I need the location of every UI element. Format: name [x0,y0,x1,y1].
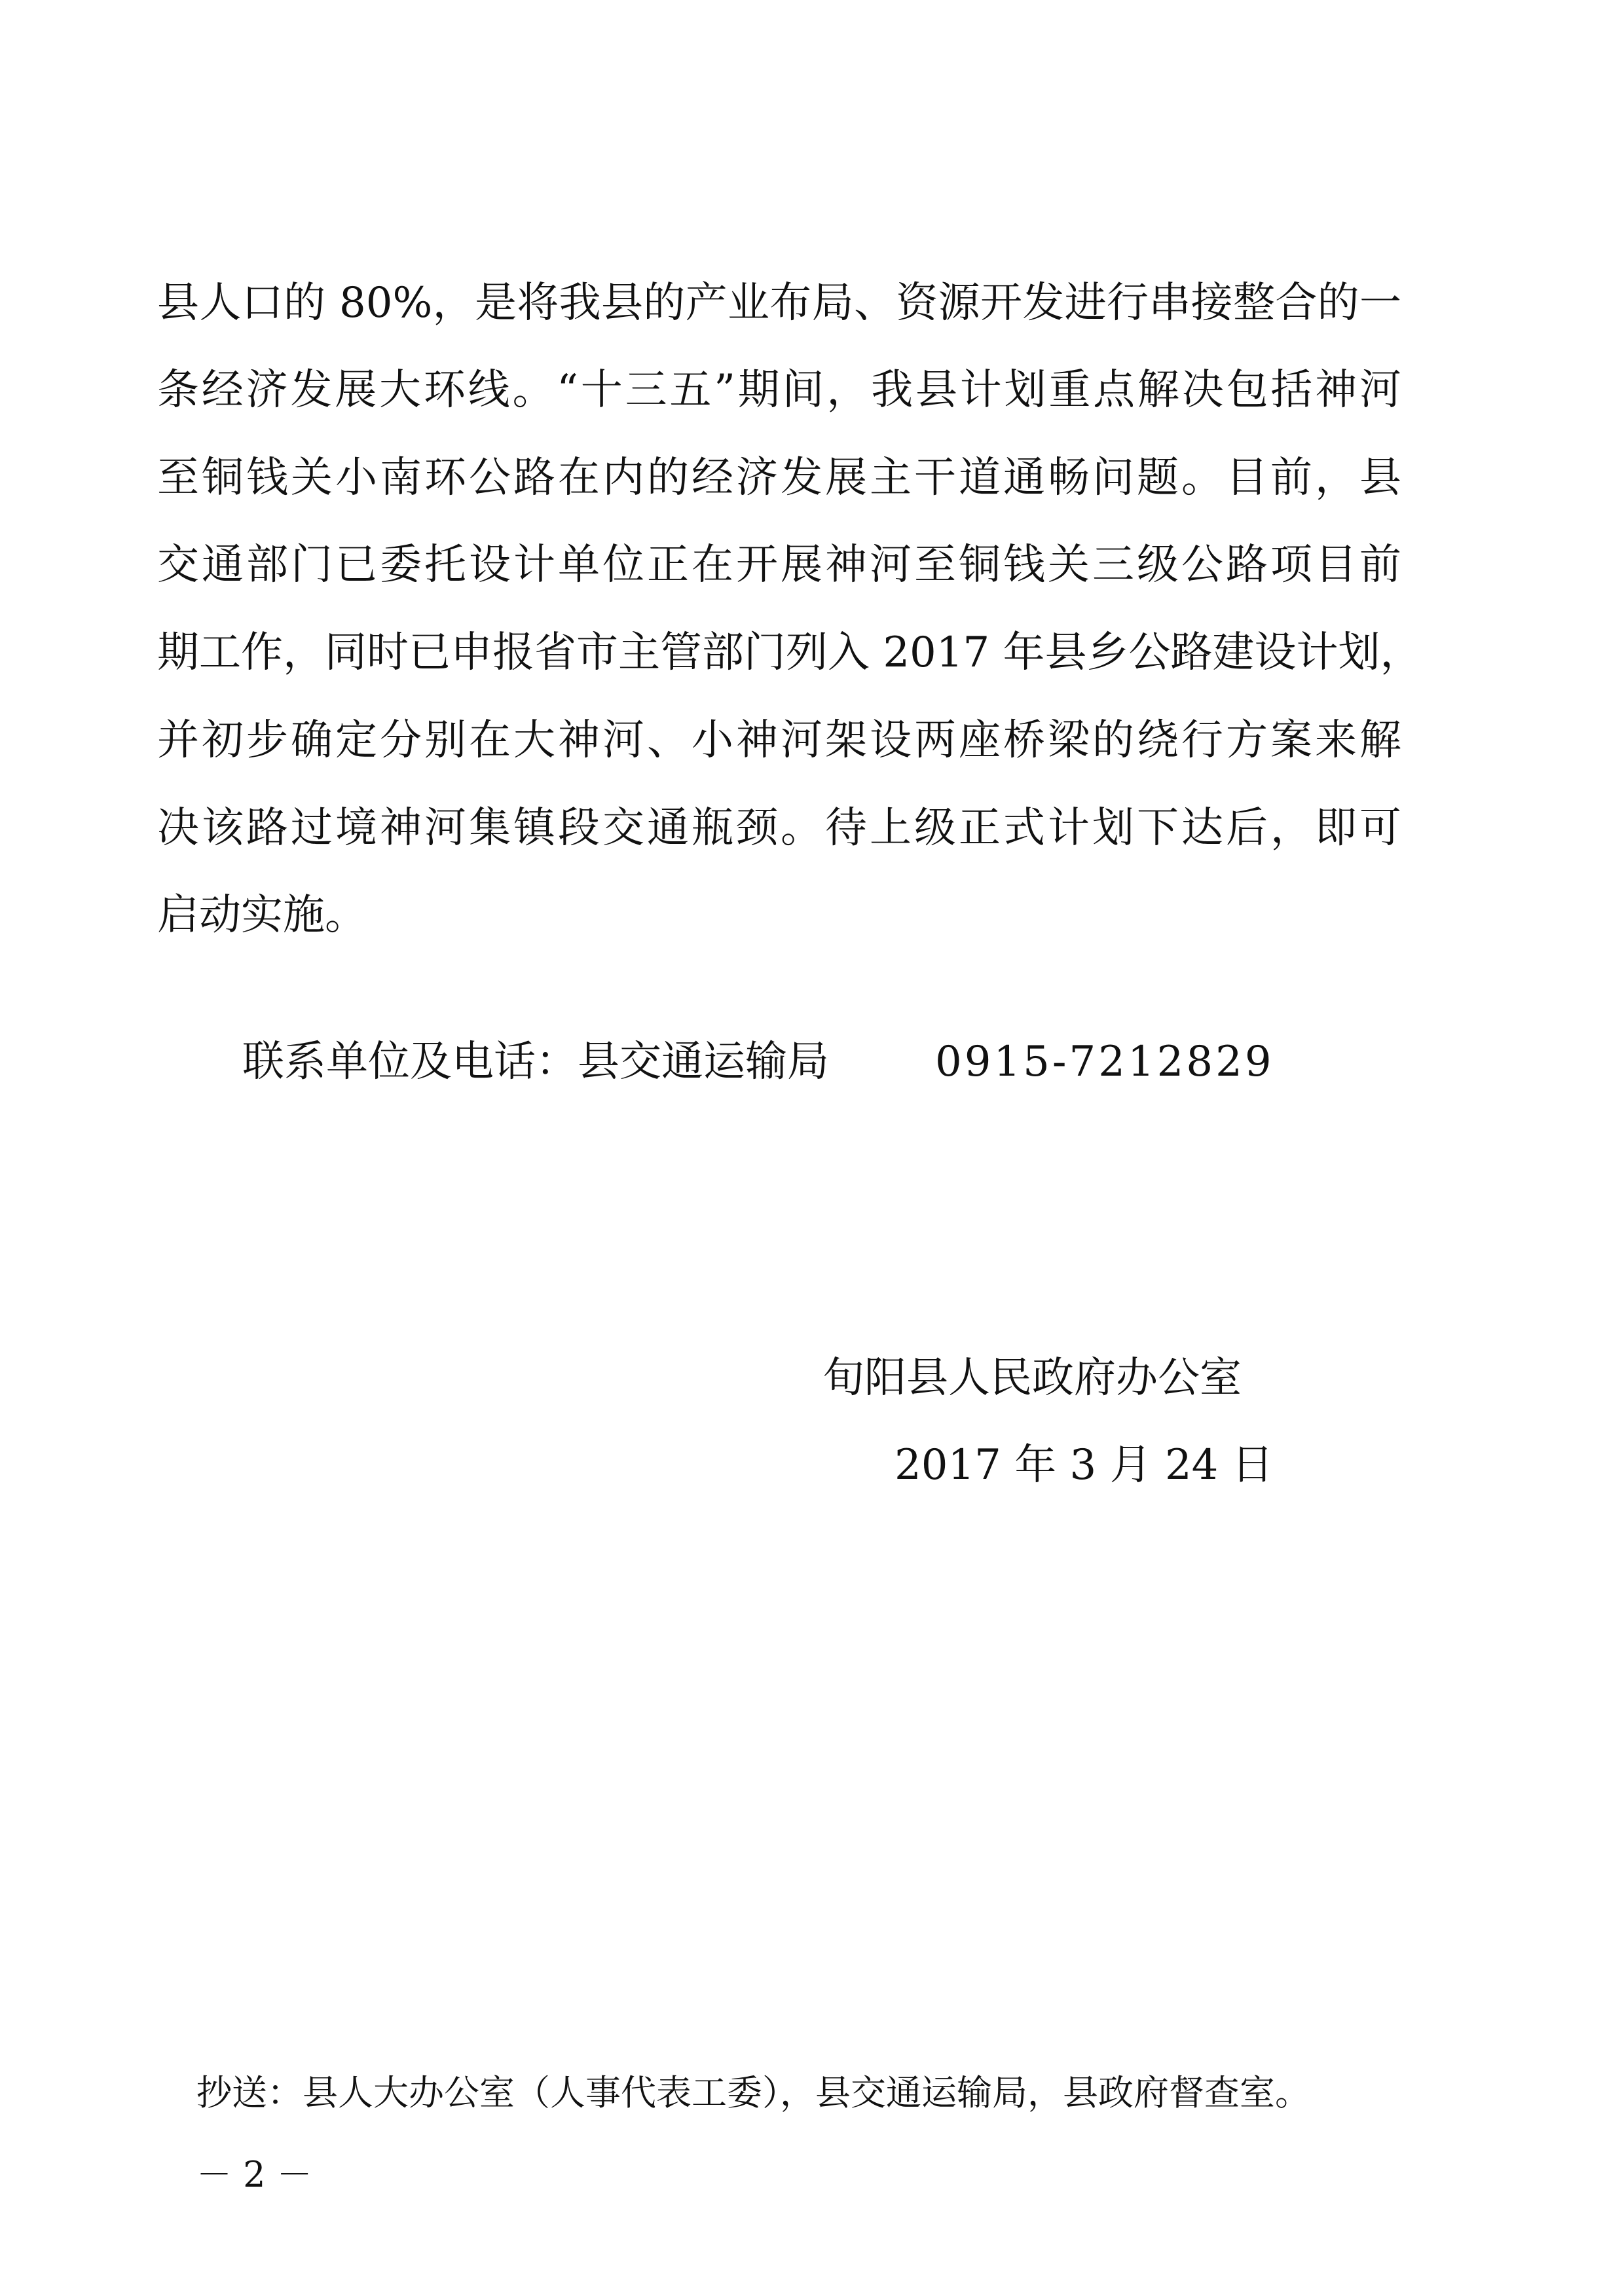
contact-label: 联系单位及电话：县交通运输局 [242,1038,829,1086]
body-line: 县人口的 80%，是将我县的产业布局、资源开发进行串接整合的一 [157,279,1401,327]
body-line: 并初步确定分别在大神河、小神河架设两座桥梁的绕行方案来解 [157,716,1401,765]
body-line: 决该路过境神河集镇段交通瓶颈。待上级正式计划下达后，即可 [157,804,1401,852]
signature-date: 2017 年 3 月 24 日 [895,1441,1274,1489]
body-line: 期工作，同时已申报省市主管部门列入 2017 年县乡公路建设计划， [157,629,1422,677]
body-line: 启动实施。 [157,891,367,939]
page-number: － 2 － [196,2154,312,2195]
signature-org: 旬阳县人民政府办公室 [822,1354,1242,1402]
body-line: 交通部门已委托设计单位正在开展神河至铜钱关三级公路项目前 [157,541,1401,589]
contact-phone: 0915-7212829 [935,1038,1274,1086]
body-line: 至铜钱关小南环公路在内的经济发展主干道通畅问题。目前，县 [157,454,1401,502]
cc-line: 抄送：县人大办公室（人事代表工委），县交通运输局，县政府督查室。 [196,2072,1310,2113]
body-line: 条经济发展大环线。“十三五”期间，我县计划重点解决包括神河 [157,366,1401,414]
